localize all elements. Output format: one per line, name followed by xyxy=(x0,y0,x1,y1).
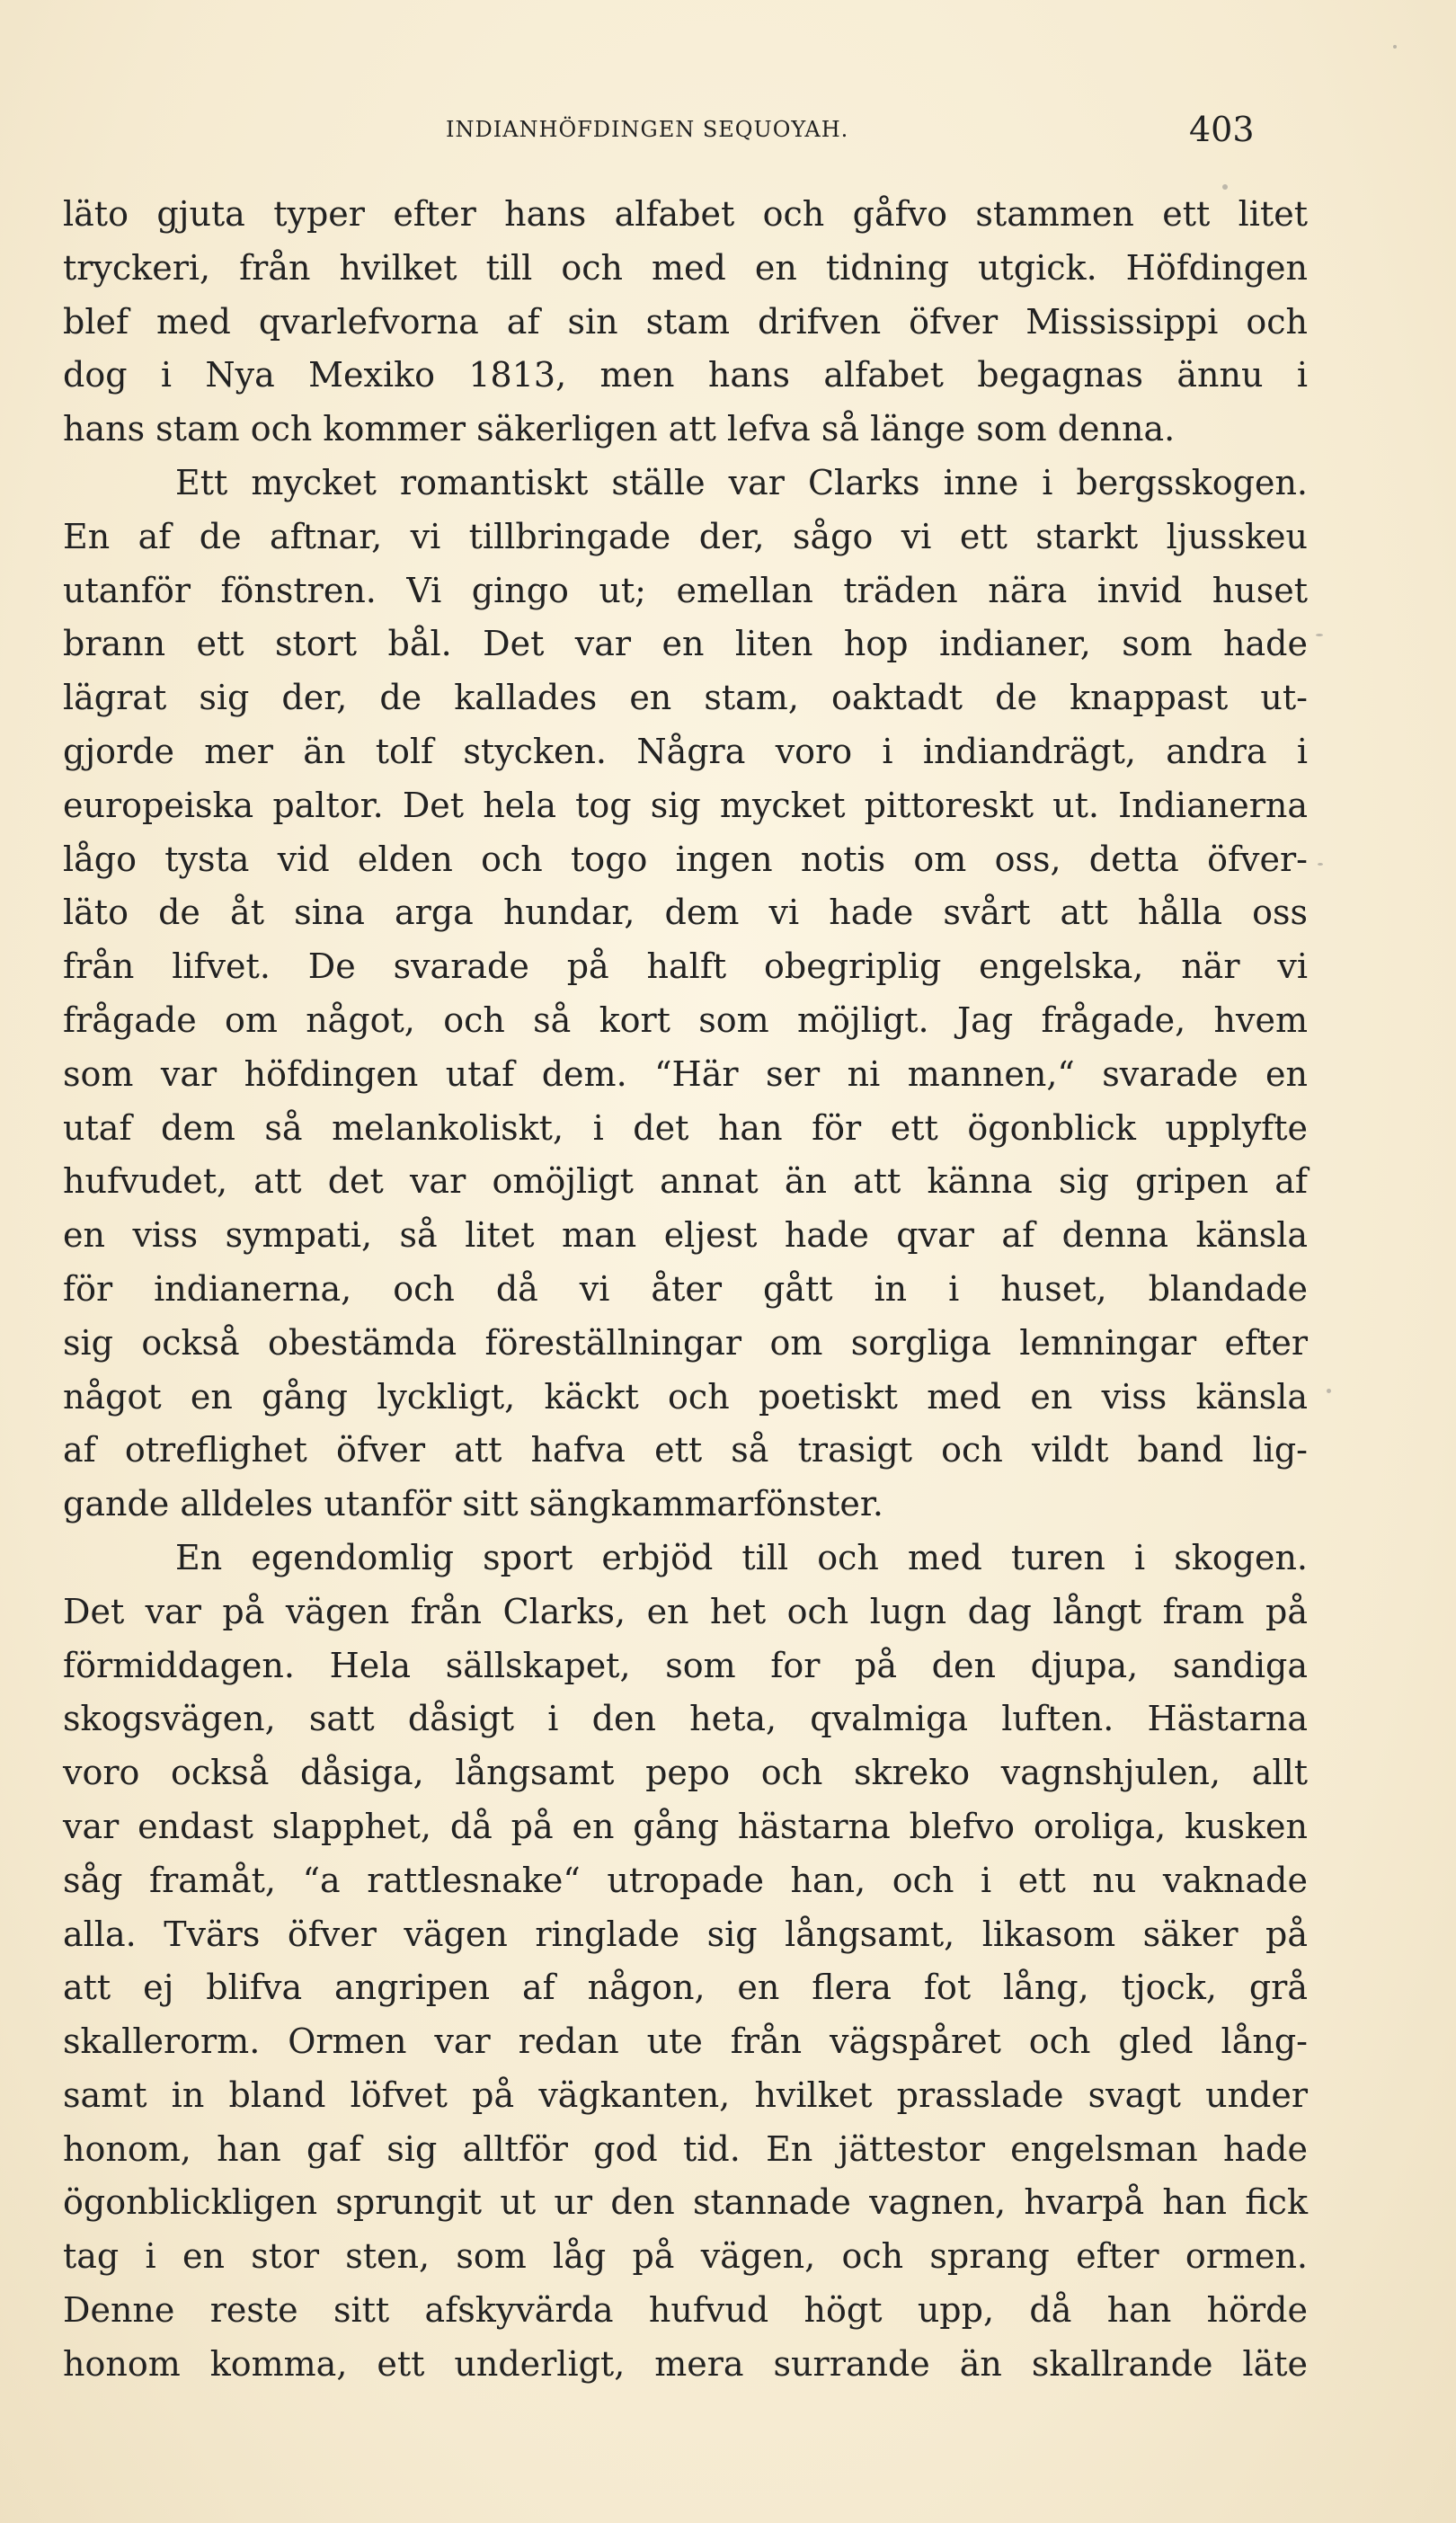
text-line: af otreflighet öfver att hafva ett så trasigt och vildt band lig- xyxy=(63,1430,1308,1470)
text-line: ögonblickligen sprungit ut ur den stannade vagnen, hvarpå han fick xyxy=(63,2182,1308,2223)
text-line: sig också obestämda föreställningar om sorgliga lemningar efter xyxy=(63,1322,1308,1363)
text-line: honom, han gaf sig alltför god tid. En jättestor engelsman hade xyxy=(63,2128,1308,2169)
text-line: Det var på vägen från Clarks, en het och lugn dag långt fram på xyxy=(63,1591,1308,1631)
text-line: såg framåt, “a rattlesnake“ utropade han, och i ett nu vaknade xyxy=(63,1860,1308,1900)
text-line: från lifvet. De svarade på halft obegriplig engelska, när vi xyxy=(63,946,1308,987)
text-line: en viss sympati, så litet man eljest hade qvar af denna känsla xyxy=(63,1215,1308,1256)
running-title: INDIANHÖFDINGEN SEQUOYAH. xyxy=(446,117,849,142)
text-line: gande alldeles utanför sitt sängkammarfönster. xyxy=(63,1484,883,1524)
text-line: lågo tysta vid elden och togo ingen notis om oss, detta öfver- xyxy=(63,839,1308,879)
text-line: alla. Tvärs öfver vägen ringlade sig långsamt, likasom säker på xyxy=(63,1914,1308,1954)
text-line: frågade om något, och så kort som möjligt. Jag frågade, hvem xyxy=(63,999,1308,1040)
text-line: dog i Nya Mexiko 1813, men hans alfabet begagnas ännu i xyxy=(63,355,1308,395)
text-line: gjorde mer än tolf stycken. Några voro i indiandrägt, andra i xyxy=(63,731,1308,771)
text-line: hufvudet, att det var omöjligt annat än att känna sig gripen af xyxy=(63,1161,1308,1202)
paragraph-start-line: En egendomlig sport erbjöd till och med turen i skogen. xyxy=(175,1537,1308,1577)
text-line: skallerorm. Ormen var redan ute från vägspåret och gled lång- xyxy=(63,2021,1308,2062)
running-head xyxy=(0,110,1456,155)
ink-speck xyxy=(1393,45,1397,49)
text-line: att ej blifva angripen af någon, en flera fot lång, tjock, grå xyxy=(63,1968,1308,2008)
ink-speck xyxy=(1316,634,1323,636)
text-line: brann ett stort bål. Det var en liten hop indianer, som hade xyxy=(63,624,1308,664)
ink-speck xyxy=(1065,1239,1069,1242)
page-number: 403 xyxy=(1189,110,1255,149)
ink-speck xyxy=(1327,1389,1331,1393)
ink-speck xyxy=(1222,184,1228,190)
text-line: blef med qvarlefvorna af sin stam drifven öfver Mississippi och xyxy=(63,301,1308,342)
text-line: för indianerna, och då vi åter gått in i huset, blandade xyxy=(63,1268,1308,1309)
text-line: voro också dåsiga, långsamt pepo och skreko vagnshjulen, allt xyxy=(63,1753,1308,1793)
text-line: En af de aftnar, vi tillbringade der, sågo vi ett starkt ljusskeu xyxy=(63,516,1308,556)
text-line: var endast slapphet, då på en gång hästarna blefvo oroliga, kusken xyxy=(63,1806,1308,1846)
text-line: tryckeri, från hvilket till och med en tidning utgick. Höfdingen xyxy=(63,247,1308,288)
text-line: Denne reste sitt afskyvärda hufvud högt upp, då han hörde xyxy=(63,2290,1308,2331)
paragraph-start-line: Ett mycket romantiskt ställe var Clarks inne i bergsskogen. xyxy=(175,462,1308,502)
text-line: läto de åt sina arga hundar, dem vi hade svårt att hålla oss xyxy=(63,893,1308,933)
ink-speck xyxy=(1318,863,1323,866)
text-line: samt in bland löfvet på vägkanten, hvilket prasslade svagt under xyxy=(63,2074,1308,2115)
text-line: lägrat sig der, de kallades en stam, oaktadt de knappast ut- xyxy=(63,678,1308,718)
body-text xyxy=(63,188,1308,2392)
text-line: något en gång lyckligt, käckt och poetiskt med en viss känsla xyxy=(63,1376,1308,1417)
text-line: utanför fönstren. Vi gingo ut; emellan träden nära invid huset xyxy=(63,570,1308,610)
text-line: europeiska paltor. Det hela tog sig mycket pittoreskt ut. Indianerna xyxy=(63,785,1308,825)
text-line: utaf dem så melankoliskt, i det han för ett ögonblick upplyfte xyxy=(63,1107,1308,1148)
text-line: förmiddagen. Hela sällskapet, som for på den djupa, sandiga xyxy=(63,1645,1308,1685)
text-line: honom komma, ett underligt, mera surrande än skallrande läte xyxy=(63,2343,1308,2384)
text-line: tag i en stor sten, som låg på vägen, och sprang efter ormen. xyxy=(63,2236,1308,2277)
text-line: läto gjuta typer efter hans alfabet och gåfvo stammen ett litet xyxy=(63,194,1308,234)
text-line: hans stam och kommer säkerligen att lefva så länge som denna. xyxy=(63,409,1176,449)
text-line: som var höfdingen utaf dem. “Här ser ni mannen,“ svarade en xyxy=(63,1053,1308,1094)
text-line: skogsvägen, satt dåsigt i den heta, qvalmiga luften. Hästarna xyxy=(63,1699,1308,1739)
